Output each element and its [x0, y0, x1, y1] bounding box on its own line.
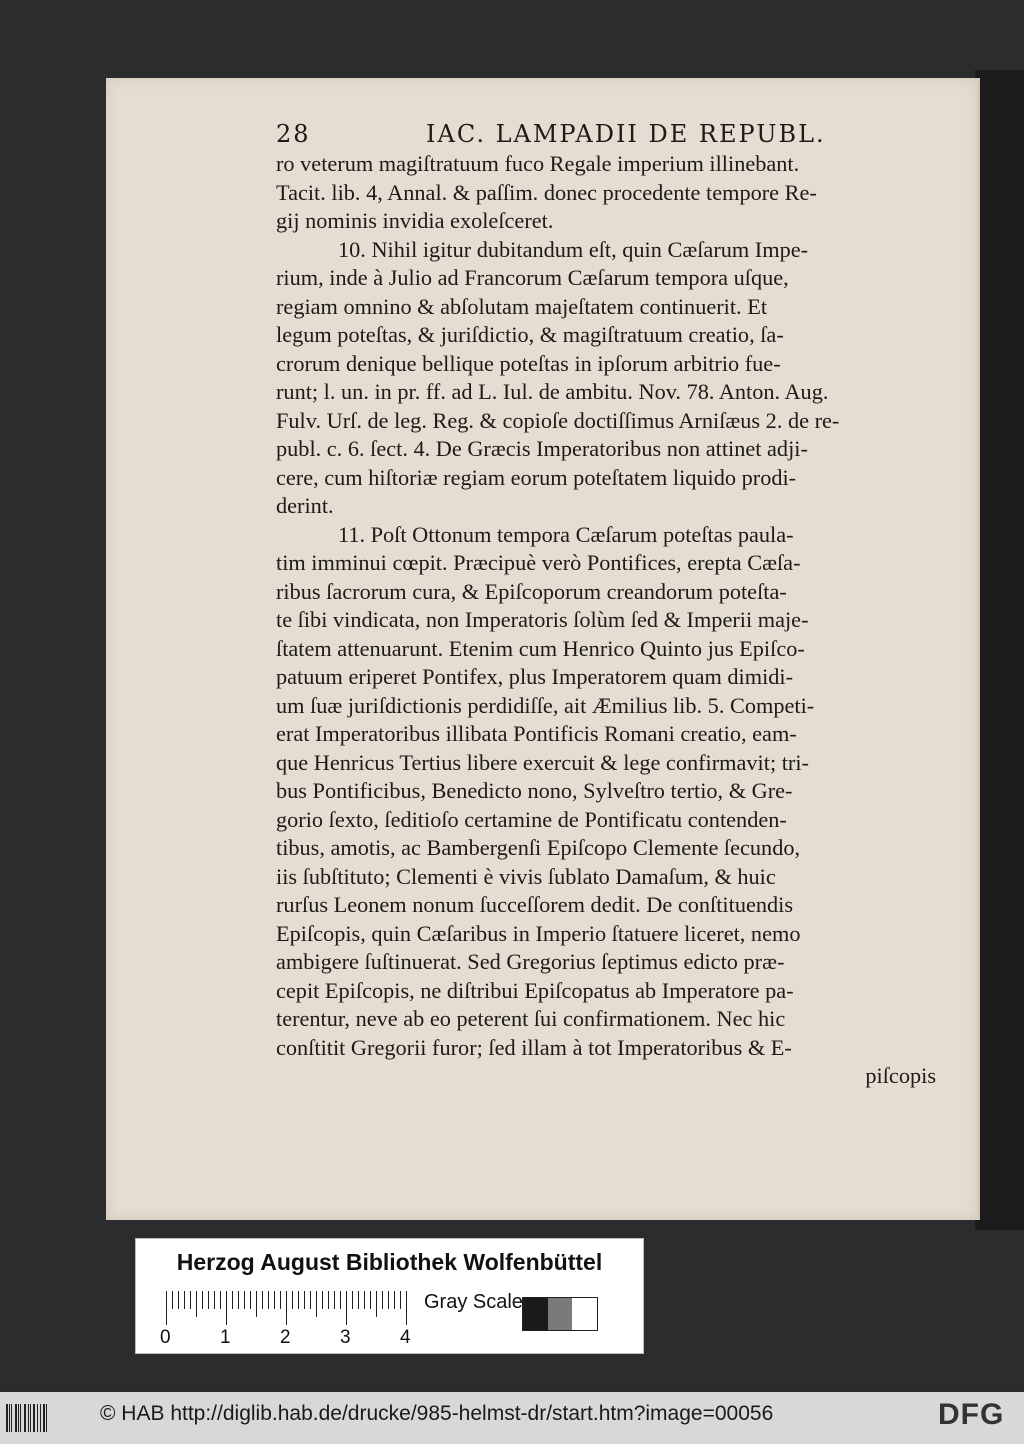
barcode-stripe [46, 1404, 47, 1432]
barcode-stripe [15, 1404, 17, 1432]
ruler-tick [208, 1291, 209, 1309]
text-line: Fulv. Urſ. de leg. Reg. & copioſe doctiſſimus Arniſæus 2. de re- [276, 407, 840, 433]
ruler-tick [298, 1291, 299, 1309]
page-body-text [276, 150, 936, 1091]
ruler-tick [202, 1291, 203, 1309]
ruler-tick [352, 1291, 353, 1309]
page-number: 28 [276, 120, 311, 148]
text-line: gij nominis invidia exoleſceret. [276, 208, 554, 233]
text-line: tim imminui cœpit. Præcipuè verò Pontifices, erepta Cæſa- [276, 550, 801, 575]
ruler-tick [316, 1291, 317, 1317]
ruler-tick [172, 1291, 173, 1309]
ruler-tick [250, 1291, 251, 1309]
ruler-tick [292, 1291, 293, 1309]
scale-ruler [166, 1291, 406, 1325]
ruler-tick [286, 1291, 287, 1325]
ruler-tick [322, 1291, 323, 1309]
barcode-stripe [40, 1404, 41, 1432]
ruler-tick [178, 1291, 179, 1309]
gray-swatch [572, 1298, 597, 1330]
text-line: 10. Nihil igitur dubitandum eſt, quin Cæſarum Impe- [338, 236, 809, 262]
ruler-tick [346, 1291, 347, 1325]
barcode-stripe [18, 1404, 19, 1432]
text-line: terentur, neve ab eo peterent ſui confirmationem. Nec hic [276, 1006, 786, 1031]
ruler-tick [388, 1291, 389, 1309]
ruler-tick [256, 1291, 257, 1317]
text-line: regiam omnino & abſolutam majeſtatem continuerit. Et [276, 293, 768, 319]
text-line: patuum eriperet Pontifex, plus Imperatorem quam dimidi- [276, 664, 794, 689]
text-line: Tacit. lib. 4, Annal. & paſſim. donec procedente tempore Re- [276, 179, 817, 205]
text-line: crorum denique bellique poteſtas in ipſorum arbitrio fue- [276, 350, 781, 376]
barcode-stripe [33, 1404, 35, 1432]
barcode-stripe [9, 1404, 10, 1432]
barcode-stripe [6, 1404, 8, 1432]
dfg-logo: DFG [938, 1398, 1005, 1431]
ruler-tick [184, 1291, 185, 1309]
barcode-stripe [43, 1404, 45, 1432]
ruler-tick [304, 1291, 305, 1309]
text-line: te ſibi vindicata, non Imperatoris ſolùm ſed & Imperii maje- [276, 607, 809, 632]
barcode-stripe [20, 1404, 21, 1432]
barcode-stripe [37, 1404, 38, 1432]
ruler-tick [238, 1291, 239, 1309]
text-line: iis ſubſtituto; Clementi è vivis ſublato Damaſum, & huic [276, 863, 776, 889]
barcode-stripe [28, 1404, 29, 1432]
text-line: 11. Poſt Ottonum tempora Cæſarum poteſtas paula- [338, 521, 794, 547]
ruler-tick [394, 1291, 395, 1309]
text-line: derint. [276, 493, 334, 518]
text-line: ſtatem attenuarunt. Etenim cum Henrico Quinto jus Epiſco- [276, 635, 805, 661]
ruler-tick [166, 1291, 167, 1325]
text-line: que Henricus Tertius libere exercuit & lege confirmavit; tri- [276, 749, 809, 775]
binding-shadow [975, 70, 1024, 1230]
gray-scale-swatches [522, 1297, 598, 1331]
footer-bar [0, 1392, 1024, 1444]
barcode-stripe [30, 1404, 31, 1432]
text-line: gorio ſexto, ſeditioſo certamine de Pontificatu contenden- [276, 806, 787, 832]
text-line: publ. c. 6. ſect. 4. De Græcis Imperatoribus non attinet adji- [276, 436, 808, 461]
ruler-tick [310, 1291, 311, 1309]
text-line: rium, inde à Julio ad Francorum Cæſarum tempora uſque, [276, 265, 789, 290]
text-line: tibus, amotis, ac Bambergenſi Epiſcopo Clemente ſecundo, [276, 835, 801, 860]
text-line: Epiſcopis, quin Cæſaribus in Imperio ſtatuere liceret, nemo [276, 920, 801, 946]
ruler-tick [406, 1291, 407, 1325]
text-line: um ſuæ juriſdictionis perdidiſſe, ait Æmilius lib. 5. Competi- [276, 692, 815, 718]
text-line: bus Pontificibus, Benedicto nono, Sylveſtro tertio, & Gre- [276, 778, 793, 803]
gray-scale-label: Gray Scale [424, 1291, 523, 1313]
scale-number: 3 [340, 1327, 351, 1348]
library-name: Herzog August Bibliothek Wolfenbüttel [176, 1249, 603, 1275]
ruler-tick [376, 1291, 377, 1317]
ruler-tick [244, 1291, 245, 1309]
ruler-tick [364, 1291, 365, 1309]
text-line: ambigere ſuſtinuerat. Sed Gregorius ſeptimus edicto præ- [276, 949, 785, 974]
ruler-tick [268, 1291, 269, 1309]
text-line: cere, cum hiſtoriæ regiam eorum poteſtatem liquido prodi- [276, 464, 797, 490]
ruler-tick [226, 1291, 227, 1325]
gray-swatch [548, 1298, 573, 1330]
color-target [135, 1238, 644, 1354]
scale-number: 2 [280, 1327, 291, 1348]
text-line: ribus ſacrorum cura, & Epiſcoporum creandorum poteſta- [276, 578, 787, 604]
ruler-tick [400, 1291, 401, 1309]
ruler-tick [220, 1291, 221, 1309]
scale-number: 1 [220, 1327, 231, 1348]
page-header [276, 120, 936, 154]
copyright-url[interactable]: © HAB http://diglib.hab.de/drucke/985-helmst-dr/start.htm?image=00056 [100, 1402, 774, 1425]
ruler-tick [232, 1291, 233, 1309]
ruler-tick [262, 1291, 263, 1309]
text-line: legum poteſtas, & juriſdictio, & magiſtratuum creatio, ſa- [276, 322, 784, 347]
running-head: IAC. LAMPADII DE REPUBL. [426, 120, 826, 148]
ruler-tick [328, 1291, 329, 1309]
barcode-stripe [24, 1404, 26, 1432]
text-line: runt; l. un. in pr. ff. ad L. Iul. de ambitu. Nov. 78. Anton. Aug. [276, 379, 829, 404]
barcode-icon [6, 1404, 48, 1432]
ruler-tick [334, 1291, 335, 1309]
ruler-tick [280, 1291, 281, 1309]
catchword: piſcopis [865, 1063, 936, 1088]
ruler-tick [382, 1291, 383, 1309]
text-line: conſtitit Gregorii furor; ſed illam à tot Imperatoribus & E- [276, 1034, 792, 1060]
scale-numbers [160, 1327, 420, 1349]
text-line: ro veterum magiſtratuum fuco Regale imperium illinebant. [276, 151, 800, 176]
ruler-tick [340, 1291, 341, 1309]
text-line: cepit Epiſcopis, ne diſtribui Epiſcopatus ab Imperatore pa- [276, 977, 794, 1003]
ruler-tick [370, 1291, 371, 1309]
ruler-tick [190, 1291, 191, 1309]
ruler-tick [214, 1291, 215, 1309]
scale-number: 0 [160, 1327, 171, 1348]
text-line: erat Imperatoribus illibata Pontificis Romani creatio, eam- [276, 721, 797, 746]
barcode-stripe [11, 1404, 12, 1432]
ruler-tick [358, 1291, 359, 1309]
ruler-tick [196, 1291, 197, 1317]
scale-number: 4 [400, 1327, 411, 1348]
text-line: rurſus Leonem nonum ſucceſſorem dedit. De conſtituendis [276, 892, 794, 917]
gray-swatch [523, 1298, 548, 1330]
ruler-tick [274, 1291, 275, 1309]
